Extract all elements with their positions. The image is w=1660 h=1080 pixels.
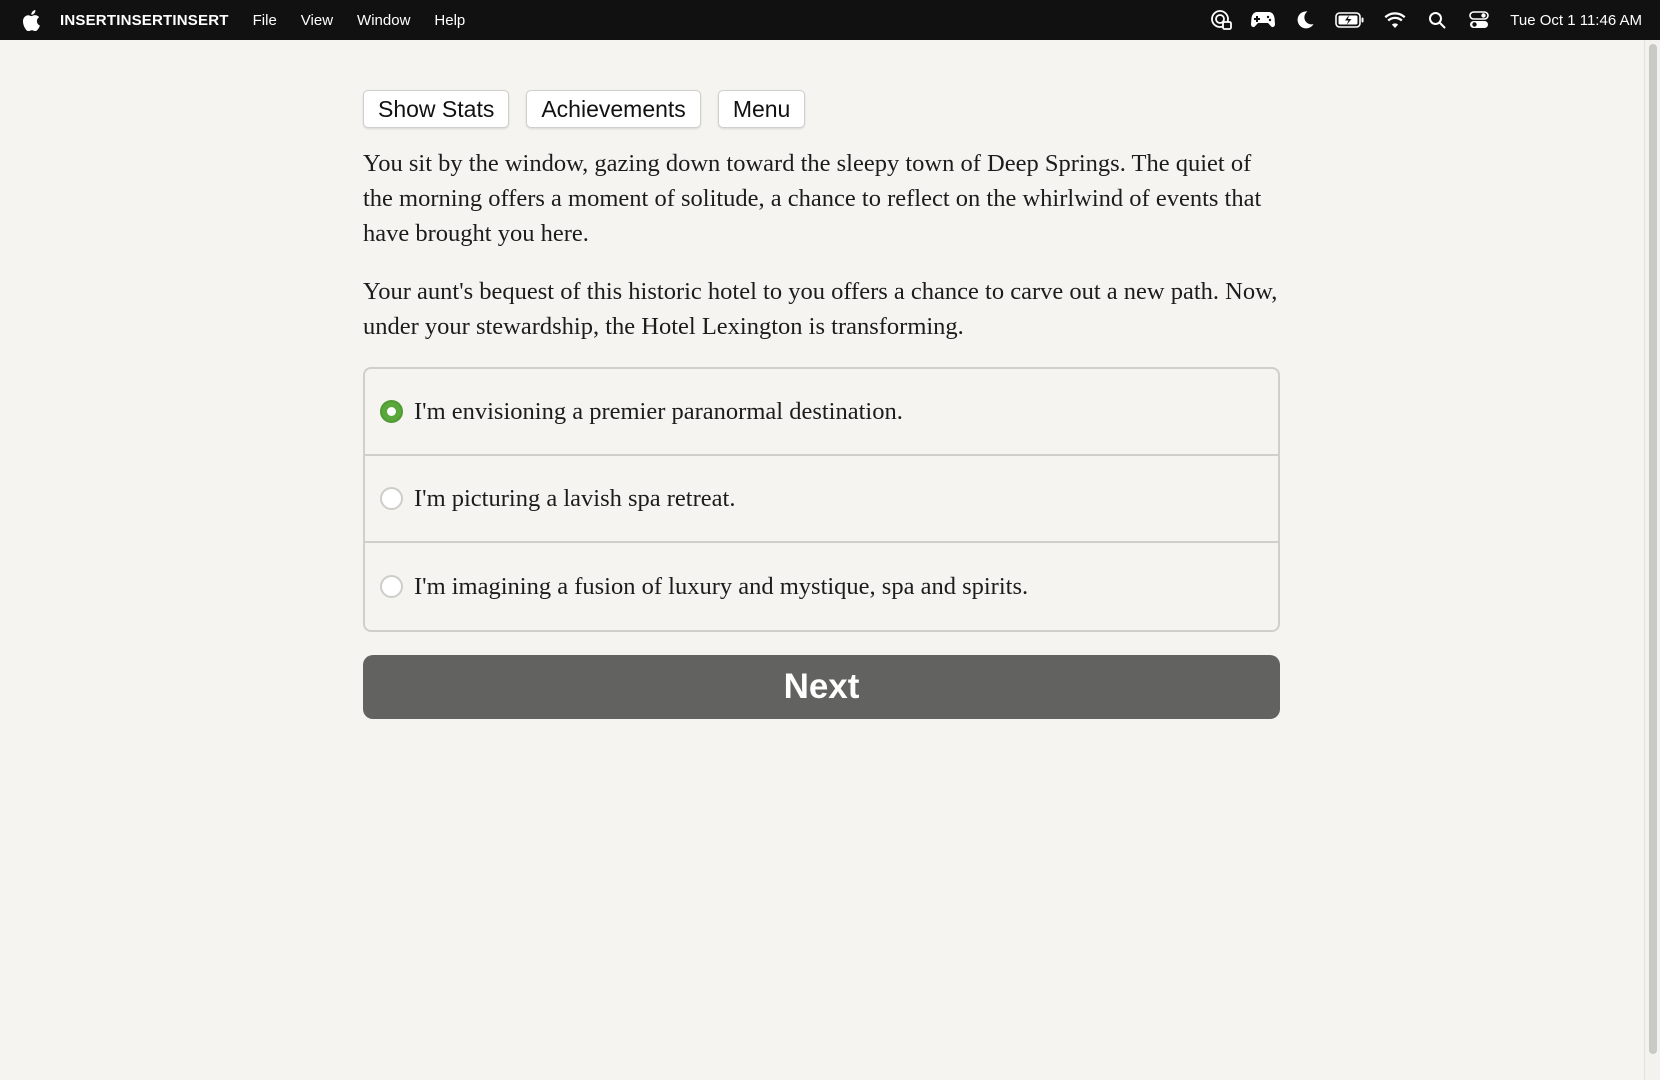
- menubar-clock[interactable]: Tue Oct 1 11:46 AM: [1510, 11, 1642, 29]
- menu-file[interactable]: File: [252, 11, 277, 29]
- story-paragraph: Your aunt's bequest of this historic hotel to you offers a chance to carve out a new path. Now, under your stewardship, the Hotel Lexington is transforming.: [363, 278, 1278, 340]
- choice-label[interactable]: I'm envisioning a premier paranormal destination.: [414, 397, 903, 425]
- radio-selected[interactable]: [380, 400, 403, 423]
- top-buttons: [363, 90, 1280, 128]
- status-area: [1200, 0, 1660, 40]
- choice-option[interactable]: [365, 456, 1278, 543]
- choice-list: [363, 367, 1280, 632]
- game-content: [363, 90, 1280, 719]
- story-paragraph: You sit by the window, gazing down toward the sleepy town of Deep Springs. The quiet of the morning offers a moment of solitude, a chance to reflect on the whirlwind of events that have brought you here.: [363, 150, 1262, 247]
- gamepad-icon[interactable]: [1251, 8, 1275, 32]
- achievements-button[interactable]: Achievements: [526, 90, 700, 128]
- airplay-icon[interactable]: [1209, 8, 1233, 32]
- show-stats-button[interactable]: Show Stats: [363, 90, 509, 128]
- menu-help[interactable]: Help: [434, 11, 466, 29]
- menu-view[interactable]: View: [300, 11, 334, 29]
- moon-icon[interactable]: [1293, 8, 1317, 32]
- choice-option[interactable]: [365, 543, 1278, 630]
- choice-option[interactable]: [365, 369, 1278, 456]
- control-center-icon[interactable]: [1467, 8, 1491, 32]
- choice-label[interactable]: I'm imagining a fusion of luxury and mystique, spa and spirits.: [414, 572, 1029, 600]
- scrollbar-thumb[interactable]: [1649, 44, 1657, 1054]
- story-text: [363, 146, 1280, 344]
- menu-bar: [0, 0, 1660, 40]
- radio-unselected[interactable]: [380, 575, 403, 598]
- menu-button[interactable]: Menu: [718, 90, 806, 128]
- wifi-icon[interactable]: [1383, 8, 1407, 32]
- menu-window[interactable]: Window: [357, 11, 411, 29]
- scrollbar[interactable]: [1644, 40, 1660, 1080]
- apple-icon[interactable]: [20, 9, 42, 31]
- app-name[interactable]: INSERTINSERTINSERT: [60, 11, 229, 29]
- battery-icon[interactable]: [1335, 8, 1365, 32]
- search-icon[interactable]: [1425, 8, 1449, 32]
- choice-label[interactable]: I'm picturing a lavish spa retreat.: [414, 484, 736, 512]
- radio-unselected[interactable]: [380, 487, 403, 510]
- next-button[interactable]: Next: [363, 655, 1280, 719]
